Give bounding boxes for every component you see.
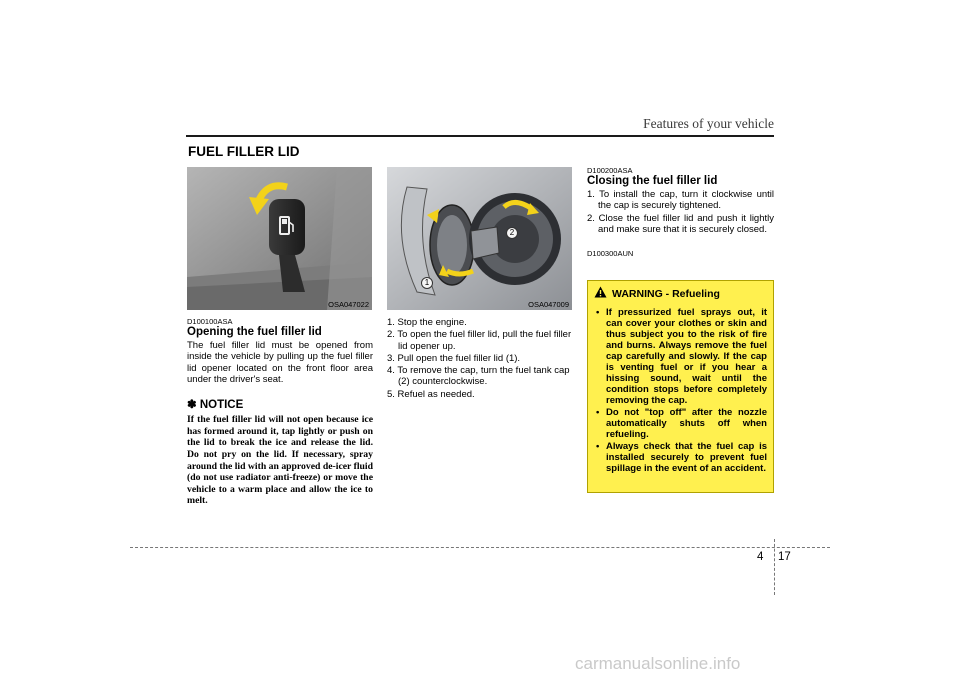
watermark: carmanualsonline.info: [575, 654, 741, 673]
notice-body: If the fuel filler lid will not open because ice has formed around it, tap lightly or push on the lid to break the ice and release the lid. Do not pry on the lid. If necessary, spray around the lid with an approved de-icer fluid (do not use radiator anti-freeze) or move the vehicle to a warm place and allow the ice to melt.: [187, 414, 373, 507]
fuel-pump-icon: [277, 214, 297, 238]
lid-opener-illustration: [187, 167, 372, 310]
step-item: 1. Stop the engine.: [387, 317, 467, 328]
opening-body: The fuel filler lid must be opened from inside the vehicle by pulling up the fuel filler lid opener located on the front floor area under the driver's seat.: [187, 340, 373, 385]
lid-open-illustration: [387, 167, 572, 310]
warning-triangle-icon: [594, 285, 612, 303]
column-steps: [387, 317, 573, 401]
footer-rule: [130, 547, 830, 548]
figure-code: OSA047009: [528, 300, 569, 309]
footer-divider: [774, 539, 775, 595]
notice-title: ✽ NOTICE: [187, 399, 244, 412]
warning-item: • Do not "top off" after the nozzle automatically shuts off when refueling.: [596, 407, 767, 440]
section-title: FUEL FILLER LID: [188, 144, 300, 159]
column-opening: [187, 317, 373, 507]
callout-2: 2: [506, 227, 518, 239]
warning-box: [587, 280, 774, 493]
warning-title: WARNING - Refueling: [612, 288, 720, 300]
callout-1: 1: [421, 277, 433, 289]
step-item: 4. To remove the cap, turn the fuel tank cap (2) counterclockwise.: [387, 365, 570, 388]
warning-list: [594, 307, 767, 474]
closing-heading: Closing the fuel filler lid: [587, 175, 718, 187]
warning-header: [594, 285, 767, 303]
header-rule: [186, 135, 774, 137]
section-code: D100200ASA: [587, 166, 633, 175]
refuel-steps: [387, 317, 573, 400]
warning-item: • Always check that the fuel cap is installed securely to prevent fuel spillage in the event of an accident.: [596, 441, 767, 474]
page-number: 17: [778, 551, 791, 563]
figure-lid-open: [387, 167, 572, 310]
closing-steps: [587, 189, 774, 235]
step-item: 2. To open the fuel filler lid, pull the fuel filler lid opener up.: [387, 329, 572, 352]
step-item: 2. Close the fuel filler lid and push it lightly and make sure that it is securely closed.: [587, 212, 774, 235]
warning-item: • If pressurized fuel sprays out, it can cover your clothes or skin and thus subject you to the risk of fire and burns. Always remove the fuel cap carefully and slowly. If the cap is venting fuel or if you hear a hissing sound, wait until the condition stops before completely removing the cap.: [596, 307, 767, 406]
step-item: 5. Refuel as needed.: [387, 388, 475, 400]
running-head-title: Features of your vehicle: [643, 116, 774, 131]
opening-heading: Opening the fuel filler lid: [187, 326, 322, 338]
section-code: D100100ASA: [187, 317, 233, 326]
figure-code: OSA047022: [328, 300, 369, 309]
figure-lid-opener: [187, 167, 372, 310]
chapter-number: 4: [757, 551, 764, 563]
step-item: 3. Pull open the fuel filler lid (1).: [387, 352, 521, 364]
column-closing: [587, 166, 774, 258]
warning-code: D100300AUN: [587, 249, 634, 259]
step-item: 1. To install the cap, turn it clockwise until the cap is securely tightened.: [587, 189, 774, 212]
